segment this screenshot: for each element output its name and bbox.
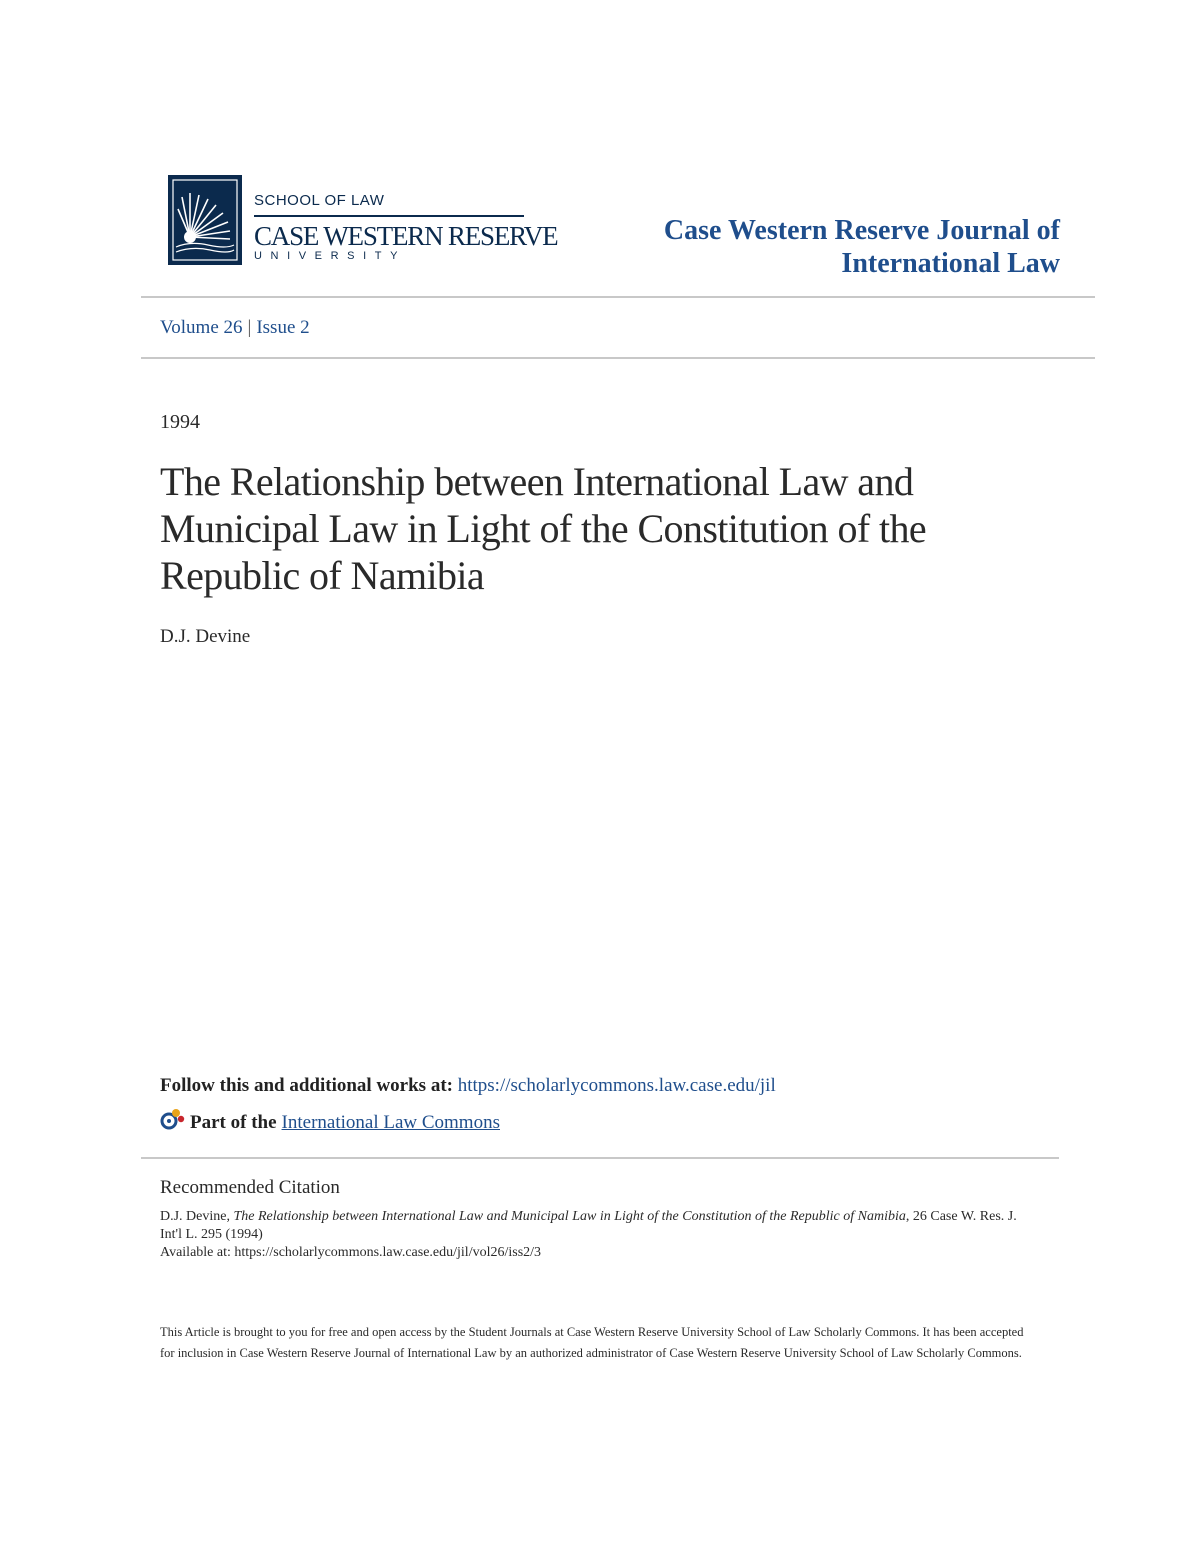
volume-link[interactable]: Volume 26 xyxy=(160,317,243,338)
follow-url-link[interactable]: https://scholarlycommons.law.case.edu/jil xyxy=(457,1075,776,1096)
logo-school-text: SCHOOL OF LAW xyxy=(254,192,385,209)
citation-available[interactable]: Available at: https://scholarlycommons.law.case.edu/jil/vol26/iss2/3 xyxy=(160,1245,542,1260)
journal-title[interactable]: Case Western Reserve Journal of International Law xyxy=(663,215,1060,279)
divider-issue xyxy=(141,357,1095,359)
follow-line xyxy=(160,1075,776,1097)
logo-institution-text: CASE WESTERN RESERVE xyxy=(254,221,558,251)
citation-author: D.J. Devine, xyxy=(160,1209,230,1224)
recommended-citation-text xyxy=(160,1208,1020,1262)
part-of-line xyxy=(160,1108,500,1138)
article-author[interactable]: D.J. Devine xyxy=(160,626,251,647)
network-icon xyxy=(160,1108,186,1138)
part-of-label: Part of the xyxy=(190,1112,277,1133)
divider-citation xyxy=(141,1157,1059,1159)
cwru-logo xyxy=(168,175,558,267)
access-notice: This Article is brought to you for free and open access by the Student Journals at Case Western Reserve University School of Law Scholarly Commons. It has been accepted for inclusion in Case Western Reserve Journal of International Law by an authorized administrator of Case Western Reserve University School of Law Scholarly Commons. xyxy=(160,1325,1024,1360)
issue-link[interactable]: Issue 2 xyxy=(256,317,310,338)
logo-university-text: UNIVERSITY xyxy=(254,250,407,262)
follow-label: Follow this and additional works at: xyxy=(160,1075,453,1096)
commons-link[interactable]: International Law Commons xyxy=(281,1112,500,1133)
article-title: The Relationship between International Law and Municipal Law in Light of the Constitution of the Republic of Namibia xyxy=(160,459,927,598)
citation-title: The Relationship between International Law and Municipal Law in Light of the Constitution of the Republic of Namibia xyxy=(233,1209,906,1224)
publication-year: 1994 xyxy=(160,411,200,433)
volume-issue xyxy=(160,317,310,339)
sunburst-logo-icon xyxy=(168,175,242,265)
volume-issue-separator: | xyxy=(247,317,252,338)
divider-top xyxy=(141,296,1095,298)
citation-source: , 26 Case W. Res. J. Int'l L. 295 (1994) xyxy=(160,1209,1017,1242)
logo-divider xyxy=(254,215,524,217)
recommended-citation-heading: Recommended Citation xyxy=(160,1177,340,1198)
